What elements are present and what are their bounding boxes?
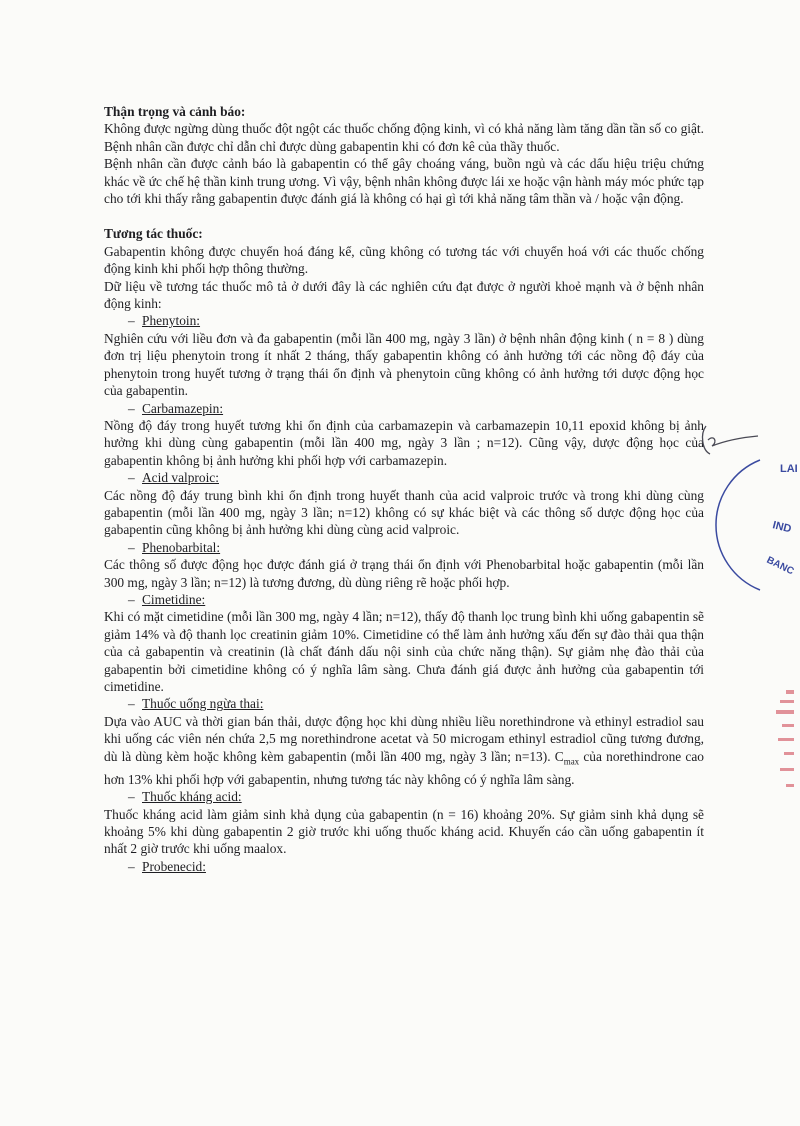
drug-name: Cimetidine:: [142, 591, 206, 607]
red-stamp-smudge: [766, 690, 800, 800]
drug-heading-antacid: – Thuốc kháng acid:: [128, 789, 242, 805]
subscript-max: max: [563, 756, 580, 767]
text-segment: của norethindrone cao hơn 13% khi phối hợp với gabapentin, nhưng tương tác này không có ý nghĩa lâm sàng.: [104, 748, 704, 787]
text-segment: Dựa vào AUC và thời gian bán thải, dược động học khi dùng nhiều liều norethindrone và ethinyl estradiol sau khi uống các viên nén chứa 2,5 mg norethindrone acetat và 50 microgam ethinyl estradiol cũng tương đương, dù là dùng kèm hoặc không kèm gabapentin (mỗi lần 400 mg, ngày 3 lần; n=13). C: [104, 713, 704, 764]
document-page: [104, 103, 704, 893]
stamp-text: IND: [771, 519, 793, 536]
drug-name: Phenytoin:: [142, 313, 201, 329]
stamp-text: BANC: [764, 554, 796, 578]
section-title-warnings: Thận trọng và cảnh báo:: [104, 104, 246, 119]
drug-name: Carbamazepin:: [142, 400, 224, 416]
drug-heading-acid-valproic: – Acid valproic:: [128, 470, 219, 486]
section-warnings: [104, 103, 704, 207]
drug-heading-phenobarbital: – Phenobarbital:: [128, 539, 221, 555]
paragraph: Gabapentin không được chuyển hoá đáng kể, cũng không có tương tác với chuyển hoá với các thuốc chống động kinh khi phối hợp thông thường.: [104, 243, 704, 277]
drug-paragraph: Nồng độ đáy trong huyết tương khi ổn định của carbamazepin và carbamazepin 10,11 epoxid không bị ảnh hưởng khi dùng cùng gabapentin (mỗi lần 400 mg, ngày 3 lần ; n=12). Cũng vậy, dược động học của gabapentin không bị ảnh hưởng khi phối hợp với carbamazepin.: [104, 417, 704, 468]
drug-paragraph: Các nồng độ đáy trung bình khi ổn định trong huyết thanh của acid valproic trước và trong khi dùng cùng gabapentin (mỗi lần 400 mg, ngày 3 lần; n=12) không có sự khác biệt và các thông số dược động học của gabapentin cũng không bị ảnh hưởng khi dùng cùng acid valproic.: [104, 487, 704, 538]
paragraph: Dữ liệu về tương tác thuốc mô tả ở dưới đây là các nghiên cứu đạt được ở người khoẻ mạnh và ở bệnh nhân động kinh:: [104, 278, 704, 312]
paragraph: Bệnh nhân cần được cảnh báo là gabapentin có thể gây choáng váng, buồn ngủ và các dấu hiệu triệu chứng khác về ức chế hệ thần kinh trung ương. Vì vậy, bệnh nhân không được lái xe hoặc vận hành máy móc phức tạp cho tới khi thấy rằng gabapentin được đánh giá là không có hại gì tới khả năng tâm thần và / hoặc vận động.: [104, 156, 704, 207]
drug-name: Thuốc kháng acid:: [142, 789, 242, 805]
drug-name: Thuốc uống ngừa thai:: [142, 696, 264, 712]
drug-name: Phenobarbital:: [142, 539, 221, 555]
drug-paragraph: Các thông số được động học được đánh giá ở trạng thái ổn định với Phenobarbital hoặc gabapentin (mỗi lần 300 mg, ngày 3 lần; n=12) là tương đương, dù dùng riêng rẽ hoặc phối hợp.: [104, 557, 704, 590]
drug-heading-cimetidine: – Cimetidine:: [128, 591, 206, 607]
section-title-interactions: Tương tác thuốc:: [104, 226, 203, 242]
drug-paragraph: Nghiên cứu với liều đơn và đa gabapentin (mỗi lần 400 mg, ngày 3 lần) ở bệnh nhân động kinh ( n = 8 ) dùng đơn trị liệu phenytoin trong ít nhất 2 tháng, thấy gabapentin không có ảnh hưởng tới các nồng độ đáy của phenytoin trong huyết tương ở trạng thái ổn định và phenytoin cũng không có ảnh hưởng tới dược động học của gabapentin.: [104, 330, 704, 399]
drug-paragraph: Thuốc kháng acid làm giảm sinh khả dụng của gabapentin (n = 16) khoảng 20%. Sự giảm sinh khả dụng sẽ khoảng 5% khi dùng gabapentin 2 giờ trước khi uống thuốc kháng acid. Khuyến cáo cần uống gabapentin ít nhất 2 giờ trước khi uống maalox.: [104, 806, 704, 857]
stamp-text: LAI: [780, 463, 798, 475]
drug-name: Acid valproic:: [142, 470, 219, 486]
drug-paragraph: [104, 713, 704, 788]
drug-paragraph: Khi có mặt cimetidine (mỗi lần 300 mg, ngày 4 lần; n=12), thấy độ thanh lọc trung bình khi uống gabapentin sẽ giảm 14% và độ thanh lọc creatinin giảm 10%. Cimetidine có thể làm ảnh hưởng xấu đến sự đào thải qua thận của cả gabapentin và creatinin (là chất đánh dấu nội sinh của chức năng thận). Sự giảm nhẹ đào thải của gabapentin bởi cimetidine không có ý nghĩa lâm sàng. Chưa đánh giá được ảnh hưởng của gabapentin tới cimetidine.: [104, 609, 704, 694]
drug-heading-contraceptive: – Thuốc uống ngừa thai:: [128, 696, 264, 712]
paragraph: Không được ngừng dùng thuốc đột ngột các thuốc chống động kinh, vì có khả năng làm tăng dần tần số co giật. Bệnh nhân cần được chỉ dẫn chỉ được dùng gabapentin khi có đơn kê của thầy thuốc.: [104, 121, 704, 154]
drug-heading-phenytoin: – Phenytoin:: [128, 313, 201, 329]
drug-heading-probenecid: – Probenecid:: [128, 858, 206, 874]
section-interactions: [104, 225, 704, 875]
company-stamp: [720, 450, 800, 600]
drug-heading-carbamazepin: – Carbamazepin:: [128, 400, 224, 416]
drug-name: Probenecid:: [142, 858, 206, 874]
